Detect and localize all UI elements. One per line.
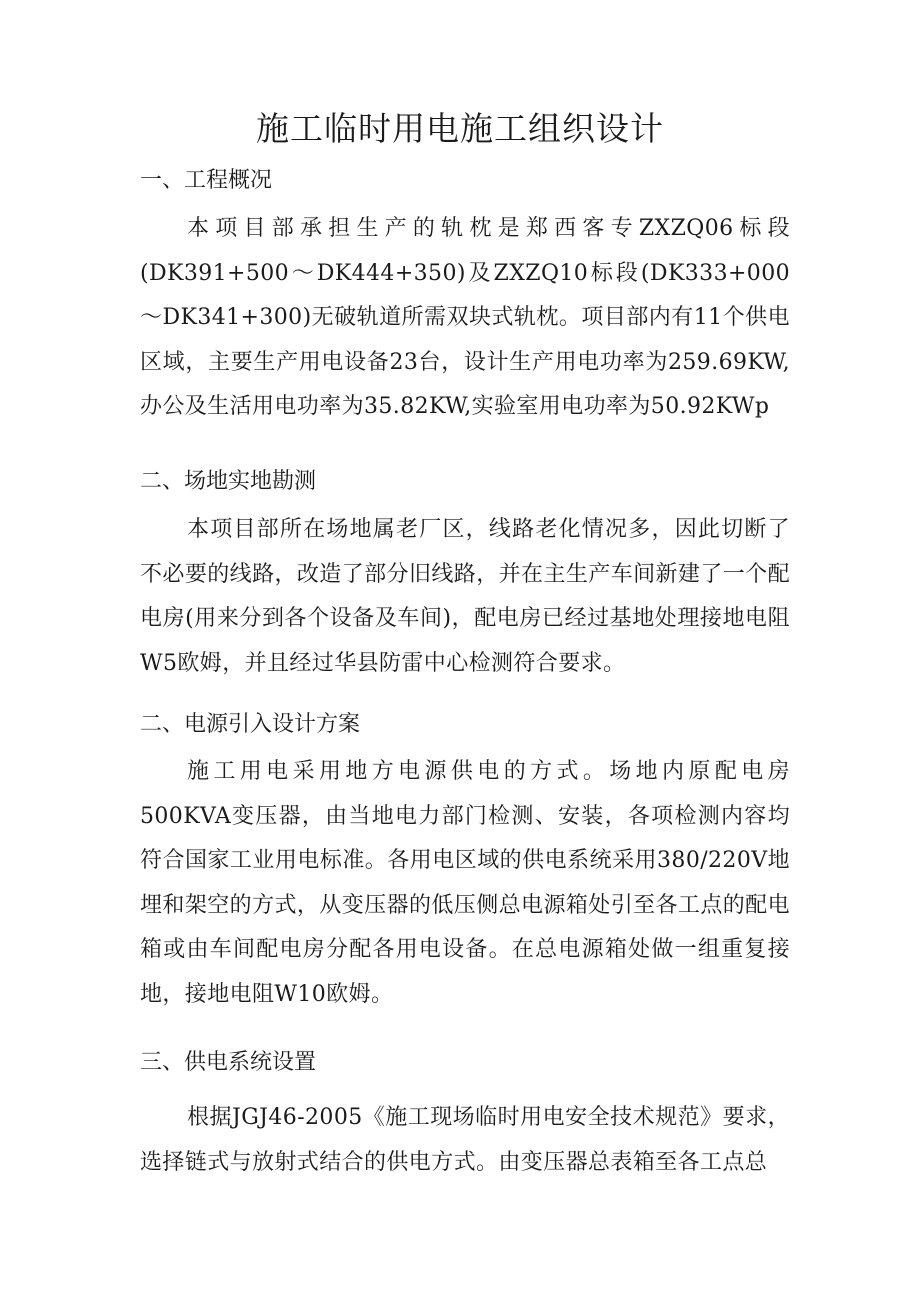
section-heading-overview: 一、工程概况 [140,168,273,193]
section-body-power-supply: 施工用电采用地方电源供电的方式。场地内原配电房500KVA变压器，由当地电力部门检测、安装，各项检测内容均符合国家工业用电标准。各用电区域的供电系统采用380/220V地埋和架空的方式，从变压器的低压侧总电源箱处引至各工点的配电箱或由车间配电房分配各用电设备。在总电源箱处做一组重复接地，接地电阻W10欧姆。 [140,759,790,1007]
section-heading-power-supply: 二、电源引入设计方案 [140,712,361,737]
document-title: 施工临时用电施工组织设计 [256,109,664,148]
section-heading-system-setup: 三、供电系统设置 [140,1050,317,1075]
section-body-overview: 本项目部承担生产的轨枕是郑西客专ZXZQ06标段(DK391+500～DK444+350)及ZXZQ10标段(DK333+000～DK341+300)无破轨道所需双块式轨枕。项目部内有11个供电区域，主要生产用电设备23台，设计生产用电功率为259.69KW,办公及生活用电功率为35.82KW,实验室用电功率为50.92KWp [140,216,790,420]
section-body-system-setup: 根据JGJ46-2005《施工现场临时用电安全技术规范》要求，选择链式与放射式结合的供电方式。由变压器总表箱至各工点总 [140,1105,790,1175]
section-heading-site-survey: 二、场地实地勘测 [140,469,317,494]
section-body-site-survey: 本项目部所在场地属老厂区，线路老化情况多，因此切断了不必要的线路，改造了部分旧线路，并在主生产车间新建了一个配电房(用来分到各个设备及车间)，配电房已经过基地处理接地电阻W5欧姆，并且经过华县防雷中心检测符合要求。 [140,517,790,676]
